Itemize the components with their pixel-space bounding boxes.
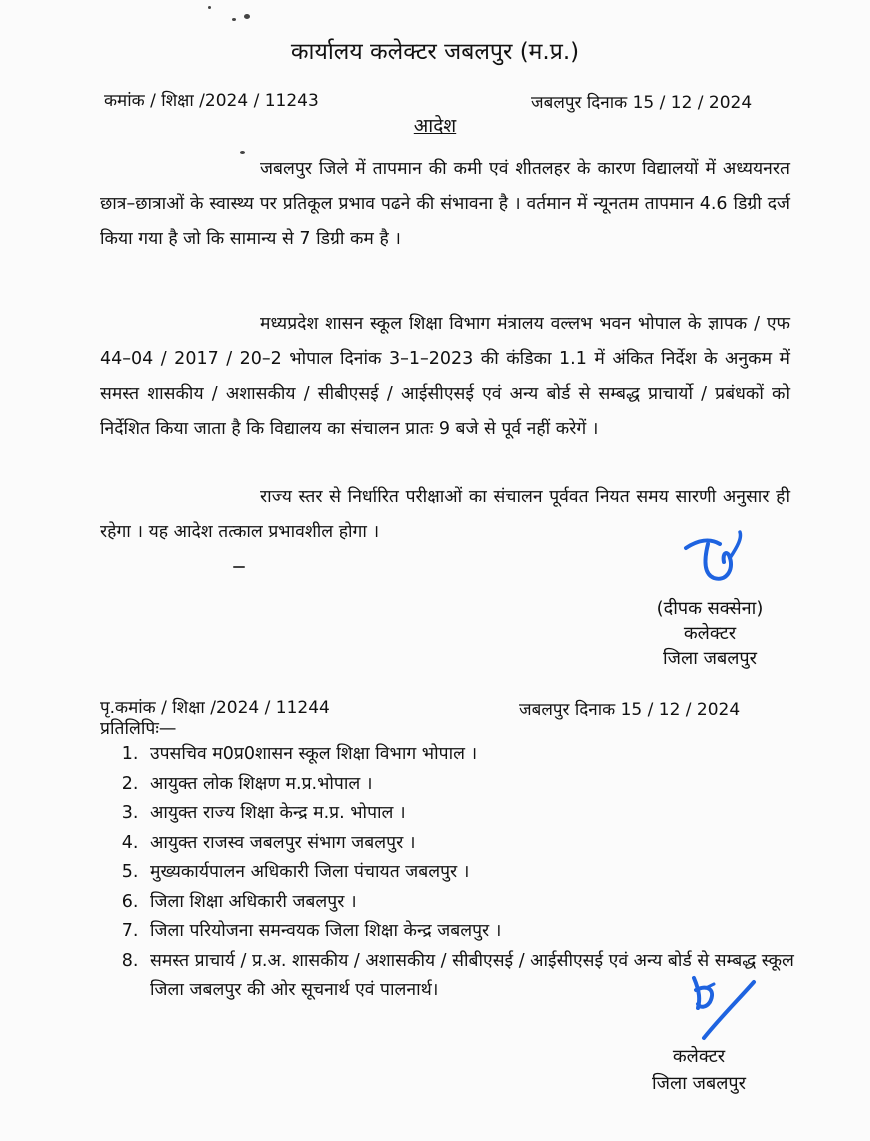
copy-date: जबलपुर दिनाक 15 / 12 / 2024 [519, 700, 741, 720]
copy-signatory [624, 1043, 774, 1097]
signatory-district: जिला जबलपुर [662, 648, 758, 669]
order-date: जबलपुर दिनाक 15 / 12 / 2024 [531, 93, 753, 113]
list-item: 2. आयुक्त लोक शिक्षण म.प्र.भोपाल । [144, 770, 794, 800]
copy-heading: प्रतिलिपिः— [100, 719, 177, 739]
order-signatory [620, 596, 800, 671]
office-title: कार्यालय कलेक्टर जबलपुर (म.प्र.) [290, 39, 580, 65]
copy-recipient-list [120, 740, 794, 1006]
order-heading-text: आदेश [413, 115, 457, 137]
order-paragraph-text: मध्यप्रदेश शासन स्कूल शिक्षा विभाग मंत्रालय वल्लभ भवन भोपाल के ज्ञापक / एफ 44–04 / 2017 / 20–2 भोपाल दिनांक 3–1–2023 की कंडिका 1.1 में अंकित निर्देश के अनुकम में समस्त शासकीय / अशासकीय / सीबीएसई / आईसीएसई एवं अन्य बोर्ड से सम्बद्ध प्राचार्यो / प्रबंधकों को निर्देशित किया जाता है कि विद्यालय का संचालन प्रातः 9 बजे से पूर्व नहीं करेगें । [100, 314, 790, 439]
signature-mark [678, 530, 758, 600]
signatory-name: (दीपक सक्सेना) [656, 598, 764, 619]
order-paragraph [100, 307, 790, 447]
list-item: 3. आयुक्त राज्य शिक्षा केन्द्र म.प्र. भोपाल । [144, 799, 794, 829]
list-item: 7. जिला परियोजना समन्वयक जिला शिक्षा केन्द्र जबलपुर । [144, 917, 794, 947]
scan-speck [244, 14, 250, 19]
order-number: कमांक / शिक्षा /2024 / 11243 [104, 91, 319, 111]
scan-speck [233, 566, 245, 568]
list-item: 8. समस्त प्राचार्य / प्र.अ. शासकीय / अशासकीय / सीबीएसई / आईसीएसई एवं अन्य बोर्ड से सम्बद्ध स्कूल जिला जबलपुर की ओर सूचनार्थ एवं पालनार्थ। [144, 947, 794, 1006]
list-item: 1. उपसचिव म0प्र0शासन स्कूल शिक्षा विभाग भोपाल । [144, 740, 794, 770]
order-paragraph-text: राज्य स्तर से निर्धारित परीक्षाओं का संचालन पूर्ववत नियत समय सारणी अनुसार ही रहेगा । यह आदेश तत्काल प्रभावशील होगा । [100, 487, 790, 542]
order-paragraph [100, 152, 790, 257]
signatory-district: जिला जबलपुर [651, 1073, 747, 1094]
copy-number: पृ.कमांक / शिक्षा /2024 / 11244 [100, 698, 330, 718]
order-heading [0, 112, 870, 138]
order-paragraph-text: जबलपुर जिले में तापमान की कमी एवं शीतलहर के कारण विद्यालयों में अध्ययनरत छात्र–छात्राओं के स्वास्थ्य पर प्रतिकूल प्रभाव पढने की संभावना है । वर्तमान में न्यूनतम तापमान 4.6 डिग्री दर्ज किया गया है जो कि सामान्य से 7 डिग्री कम है । [100, 159, 790, 249]
list-item: 5. मुख्यकार्यपालन अधिकारी जिला पंचायत जबलपुर । [144, 858, 794, 888]
signatory-designation: कलेक्टर [683, 623, 737, 644]
list-item: 6. जिला शिक्षा अधिकारी जबलपुर । [144, 888, 794, 918]
list-item: 4. आयुक्त राजस्व जबलपुर संभाग जबलपुर । [144, 829, 794, 859]
signature-mark [680, 968, 770, 1048]
signatory-designation: कलेक्टर [672, 1046, 726, 1067]
scan-speck [208, 6, 211, 9]
scan-speck [232, 18, 236, 21]
